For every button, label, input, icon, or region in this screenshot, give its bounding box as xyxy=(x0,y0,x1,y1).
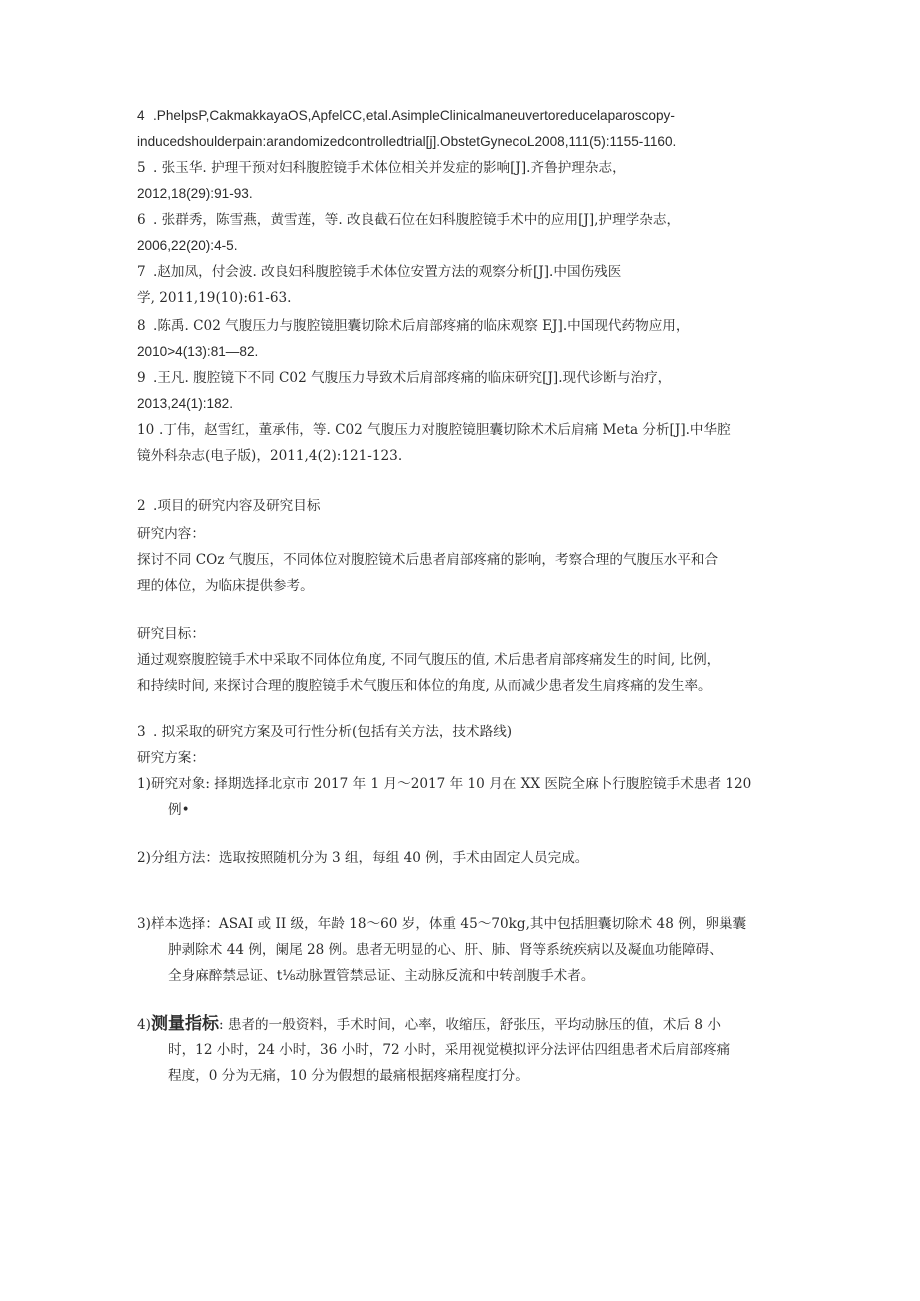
plan-item-2-line1: 2)分组方法：选取按照随机分为 3 组，每组 40 例，手术由固定人员完成。 xyxy=(137,850,589,866)
plan-item-4-line3: 程度，0 分为无痛，10 分为假想的最痛根据疼痛程度打分。 xyxy=(168,1068,529,1084)
reference-number: 4 xyxy=(137,108,145,123)
plan-item-label: 3)样本选择： xyxy=(137,916,219,932)
plan-item-3-line3: 全身麻醉禁忌证、t⅛动脉置管禁忌证、主动脉反流和中转剖腹手术者。 xyxy=(168,968,595,984)
plan-item-1-line2: 例• xyxy=(168,802,190,818)
plan-item-label: 2)分组方法： xyxy=(137,850,219,866)
research-goal-line1: 通过观察腹腔镜手术中采取不同体位角度, 不同气腹压的值, 术后患者肩部疼痛发生的时间, 比例， xyxy=(137,652,721,668)
reference-number: 7 xyxy=(137,264,146,280)
plan-item-4-line2: 时，12 小时，24 小时，36 小时，72 小时，采用视觉模拟评分法评估四组患者术后肩部疼痛 xyxy=(168,1042,731,1058)
plan-item-label-big: 测量指标 xyxy=(150,1014,219,1034)
reference-number: 5 xyxy=(137,160,146,176)
reference-4-line1: 4 .PhelpsP,CakmakkayaOS,ApfelCC,etal.AsimpleClinicalmaneuvertoreducelaparoscopy- xyxy=(137,106,675,126)
plan-item-3-line1: 3)样本选择：ASAI 或 II 级，年龄 18～60 岁，体重 45～70kg,其中包括胆囊切除术 48 例，卵巢囊 xyxy=(137,916,747,932)
reference-6-line2: 2006,22(20):4-5. xyxy=(137,238,238,253)
research-content-line2: 理的体位，为临床提供参考。 xyxy=(137,578,314,594)
section-2-heading: 2 .项目的研究内容及研究目标 xyxy=(137,498,321,514)
reference-number: 9 xyxy=(137,370,146,386)
reference-7-line2: 学, 2011,19(10):61-63. xyxy=(137,290,292,306)
reference-5-line1: 5 . 张玉华. 护理干预对妇科腹腔镜手术体位相关并发症的影响[J].齐鲁护理杂志， xyxy=(137,160,626,176)
research-content-label: 研究内容： xyxy=(137,526,205,542)
reference-7-line1: 7 .赵加凤，付会波. 改良妇科腹腔镜手术体位安置方法的观察分析[J].中国伤残医 xyxy=(137,264,622,280)
reference-number: 8 xyxy=(137,318,146,334)
reference-10-line1: 10 .丁伟，赵雪红，董承伟，等. C02 气腹压力对腹腔镜胆囊切除术术后肩痛 Meta 分析[J].中华腔 xyxy=(137,422,731,438)
research-plan-label: 研究方案： xyxy=(137,750,205,766)
plan-item-4-line1: 4)测量指标: 患者的一般资料，手术时间，心率，收缩压，舒张压，平均动脉压的值，术后 8 小 xyxy=(137,1014,721,1034)
reference-8-line1: 8 .陈禹. C02 气腹压力与腹腔镜胆囊切除术后肩部疼痛的临床观察 EJ].中国现代药物应用， xyxy=(137,318,690,334)
reference-10-line2: 镜外科杂志(电子版)，2011,4(2):121-123. xyxy=(137,448,403,464)
plan-item-label: 1)研究对象: xyxy=(137,776,210,792)
plan-item-label-prefix: 4) xyxy=(137,1017,151,1033)
reference-number: 10 xyxy=(137,422,155,438)
reference-6-line1: 6 . 张群秀，陈雪燕，黄雪莲，等. 改良截石位在妇科腹腔镜手术中的应用[J],护理学杂志， xyxy=(137,212,681,228)
plan-item-3-line2: 肿剥除术 44 例，阑尾 28 例。患者无明显的心、肝、肺、肾等系统疾病以及凝血功能障碍、 xyxy=(168,942,723,958)
reference-8-line2: 2010>4(13):81—82. xyxy=(137,344,259,359)
reference-4-line2: inducedshoulderpain:arandomizedcontrolledtrial[j].ObstetGynecoL2008,111(5):1155-1160. xyxy=(137,134,677,149)
reference-9-line1: 9 .王凡. 腹腔镜下不同 C02 气腹压力导致术后肩部疼痛的临床研究[J].现代诊断与治疗， xyxy=(137,370,672,386)
reference-5-line2: 2012,18(29):91-93. xyxy=(137,186,253,201)
research-content-line1: 探讨不同 COz 气腹压，不同体位对腹腔镜术后患者肩部疼痛的影响，考察合理的气腹压水平和合 xyxy=(137,552,719,568)
research-goal-line2: 和持续时间, 来探讨合理的腹腔镜手术气腹压和体位的角度, 从而减少患者发生肩疼痛的发生率。 xyxy=(137,678,712,694)
reference-number: 6 xyxy=(137,212,146,228)
section-3-heading: 3 . 拟采取的研究方案及可行性分析(包括有关方法，技术路线) xyxy=(137,724,513,740)
research-goal-label: 研究目标： xyxy=(137,626,205,642)
plan-item-1-line1: 1)研究对象: 择期选择北京市 2017 年 1 月～2017 年 10 月在 XX 医院全麻卜行腹腔镜手术患者 120 xyxy=(137,776,752,792)
reference-9-line2: 2013,24(1):182. xyxy=(137,396,233,411)
